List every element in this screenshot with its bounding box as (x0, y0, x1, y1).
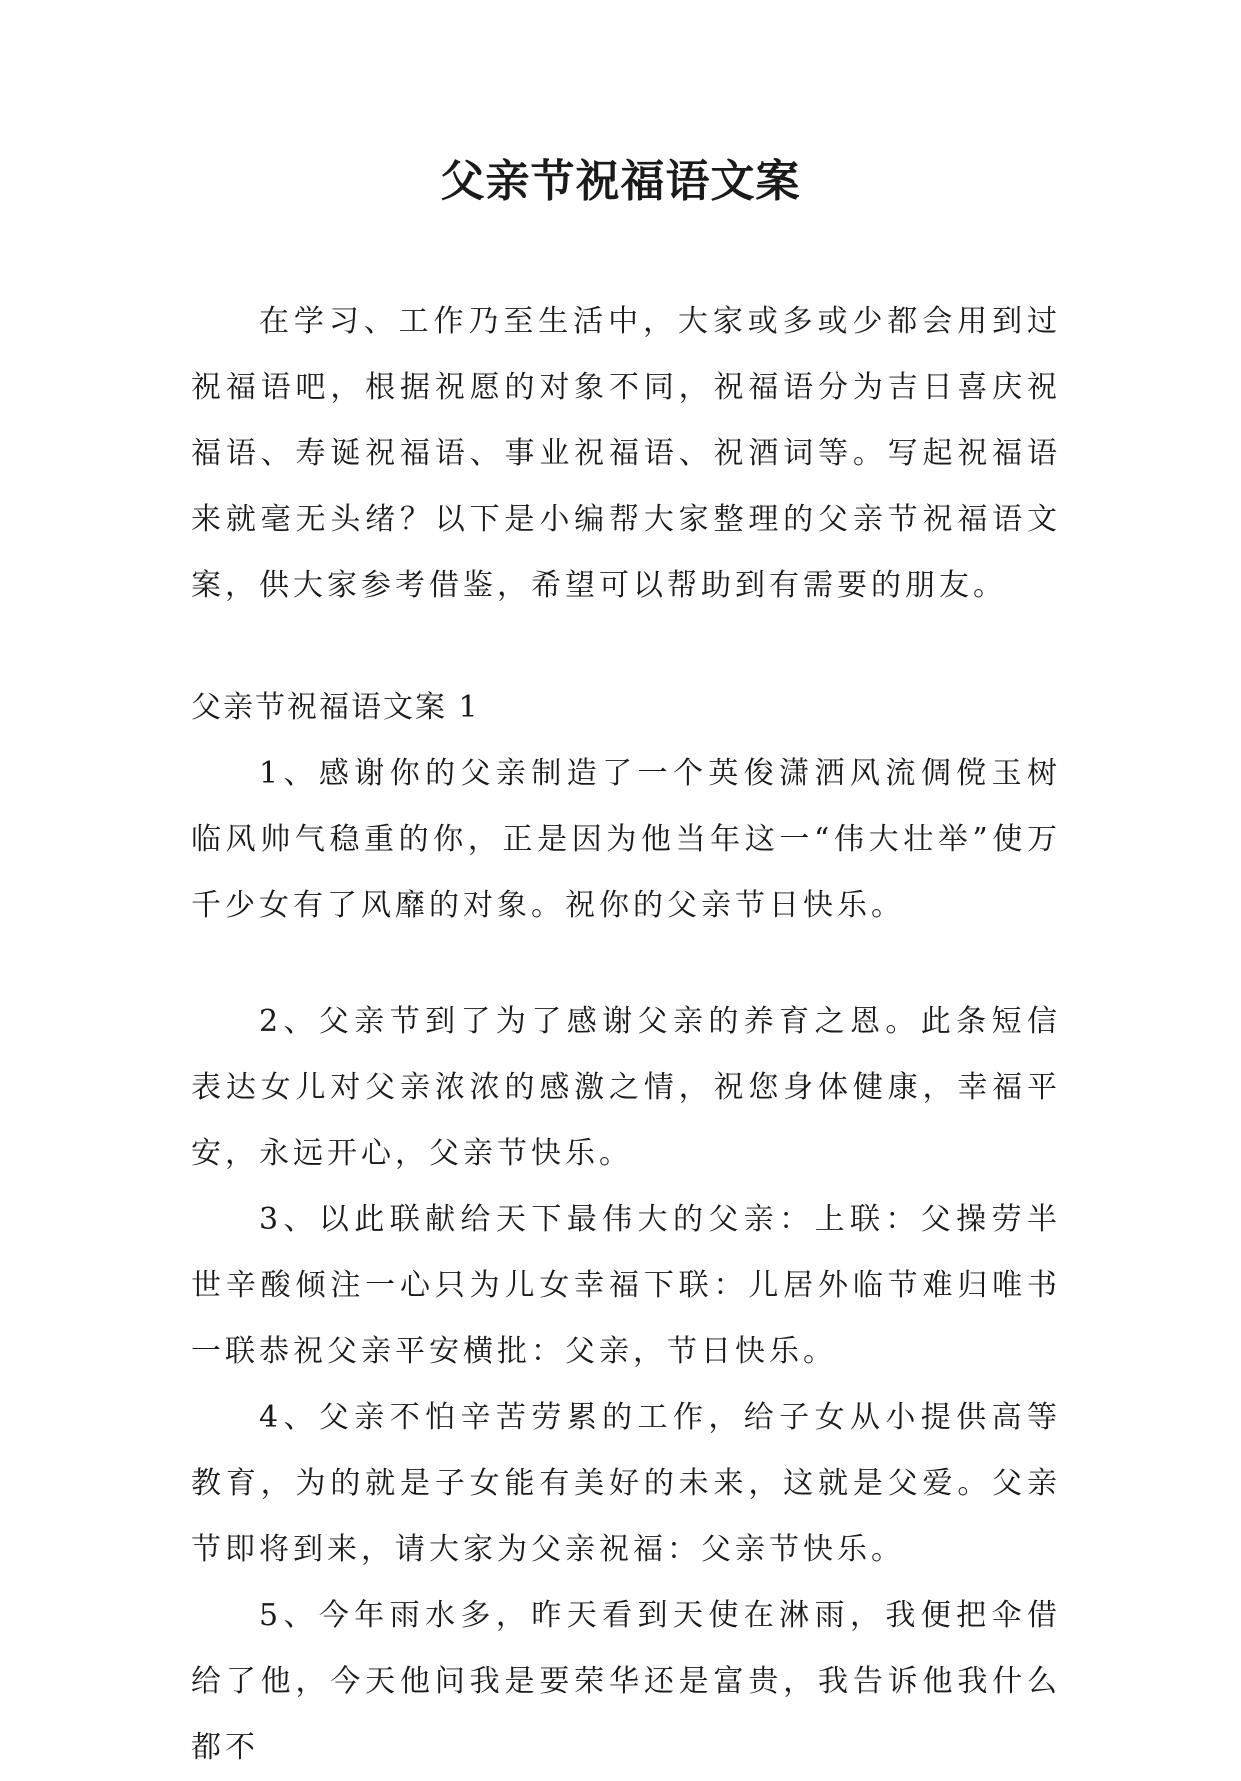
document-title: 父亲节祝福语文案 (440, 156, 801, 207)
wish-item-2: 2、父亲节到了为了感谢父亲的养育之恩。此条短信表达女儿对父亲浓浓的感激之情，祝您身体健康，幸福平安，永远开心，父亲节快乐。 (191, 1004, 1061, 1171)
spacer (191, 939, 1061, 989)
wish-item-3: 3、以此联献给天下最伟大的父亲：上联：父操劳半世辛酸倾注一心只为儿女幸福下联：儿居外临节难归唯书一联恭祝父亲平安横批：父亲，节日快乐。 (191, 1202, 1061, 1369)
document-body (191, 289, 1061, 1781)
spacer (191, 619, 1061, 675)
wish-item-1: 1、感谢你的父亲制造了一个英俊潇洒风流倜傥玉树临风帅气稳重的你，正是因为他当年这一“伟大壮举”使万千少女有了风靡的对象。祝你的父亲节日快乐。 (191, 756, 1061, 923)
section-heading: 父亲节祝福语文案 1 (191, 690, 480, 725)
wish-item-4: 4、父亲不怕辛苦劳累的工作，给子女从小提供高等教育，为的就是子女能有美好的未来，这就是父爱。父亲节即将到来，请大家为父亲祝福：父亲节快乐。 (191, 1400, 1061, 1567)
wish-item-5: 5、今年雨水多，昨天看到天使在淋雨，我便把伞借给了他，今天他问我是要荣华还是富贵，我告诉他我什么都不 (191, 1598, 1061, 1765)
intro-paragraph: 在学习、工作乃至生活中，大家或多或少都会用到过祝福语吧，根据祝愿的对象不同，祝福语分为吉日喜庆祝福语、寿诞祝福语、事业祝福语、祝酒词等。写起祝福语来就毫无头绪？以下是小编帮大家整理的父亲节祝福语文案，供大家参考借鉴，希望可以帮助到有需要的朋友。 (191, 304, 1061, 603)
